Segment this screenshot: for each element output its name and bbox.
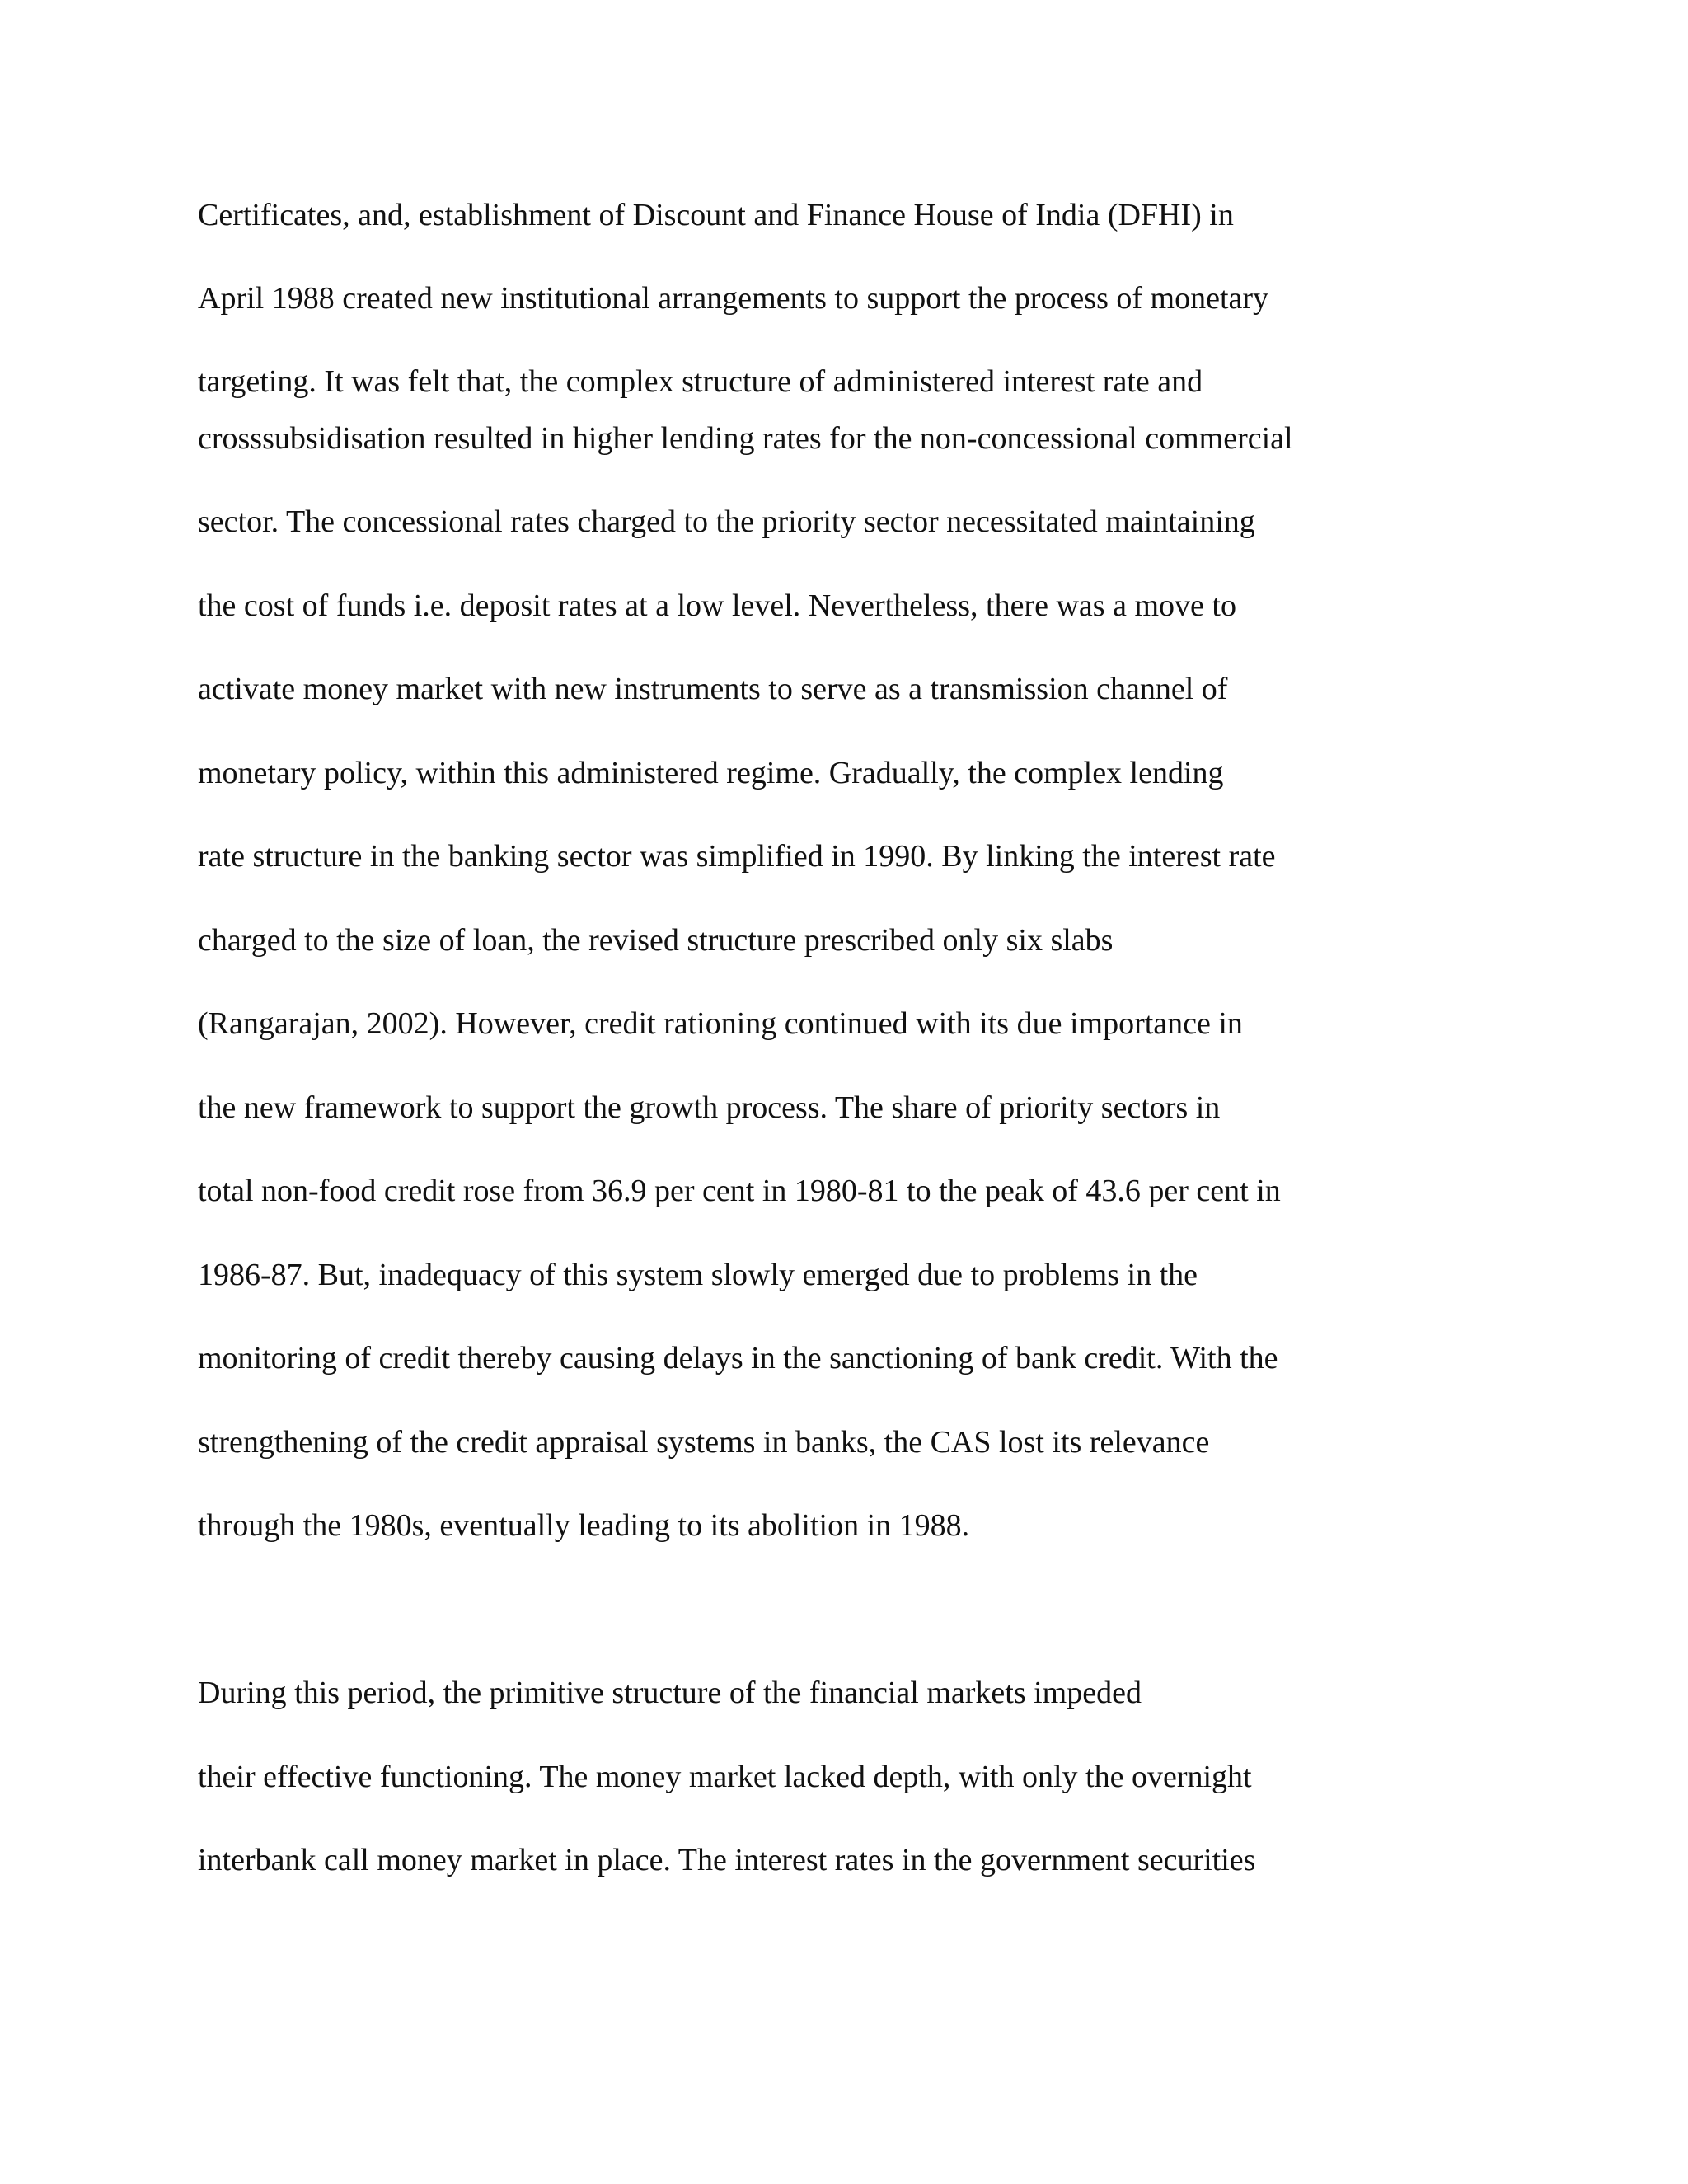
text-line: April 1988 created new institutional arrangements to support the process of monetary xyxy=(198,281,1269,316)
text-line: crosssubsidisation resulted in higher lending rates for the non-concessional commercial xyxy=(198,421,1293,456)
text-line: 1986-87. But, inadequacy of this system slowly emerged due to problems in the xyxy=(198,1258,1198,1292)
text-line: targeting. It was felt that, the complex structure of administered interest rate and xyxy=(198,364,1203,399)
text-line: Certificates, and, establishment of Discount and Finance House of India (DFHI) in xyxy=(198,198,1234,232)
text-line: activate money market with new instruments to serve as a transmission channel of xyxy=(198,672,1228,706)
text-line: rate structure in the banking sector was simplified in 1990. By linking the interest rate xyxy=(198,839,1276,874)
text-line: monetary policy, within this administered regime. Gradually, the complex lending xyxy=(198,756,1224,790)
text-line: (Rangarajan, 2002). However, credit rationing continued with its due importance in xyxy=(198,1006,1243,1041)
text-line: interbank call money market in place. The interest rates in the government securities xyxy=(198,1843,1256,1877)
text-line: the new framework to support the growth process. The share of priority sectors in xyxy=(198,1090,1221,1125)
text-line: through the 1980s, eventually leading to its abolition in 1988. xyxy=(198,1508,970,1543)
text-line: monitoring of credit thereby causing delays in the sanctioning of bank credit. With the xyxy=(198,1341,1278,1376)
text-line: the cost of funds i.e. deposit rates at a low level. Nevertheless, there was a move to xyxy=(198,588,1236,623)
text-line: sector. The concessional rates charged to the priority sector necessitated maintaining xyxy=(198,504,1255,539)
text-line: strengthening of the credit appraisal systems in banks, the CAS lost its relevance xyxy=(198,1425,1210,1460)
text-line: charged to the size of loan, the revised structure prescribed only six slabs xyxy=(198,923,1114,958)
text-line: their effective functioning. The money market lacked depth, with only the overnight xyxy=(198,1760,1252,1794)
text-line: During this period, the primitive structure of the financial markets impeded xyxy=(198,1675,1142,1710)
text-line: total non-food credit rose from 36.9 per cent in 1980-81 to the peak of 43.6 per cent in xyxy=(198,1174,1281,1208)
